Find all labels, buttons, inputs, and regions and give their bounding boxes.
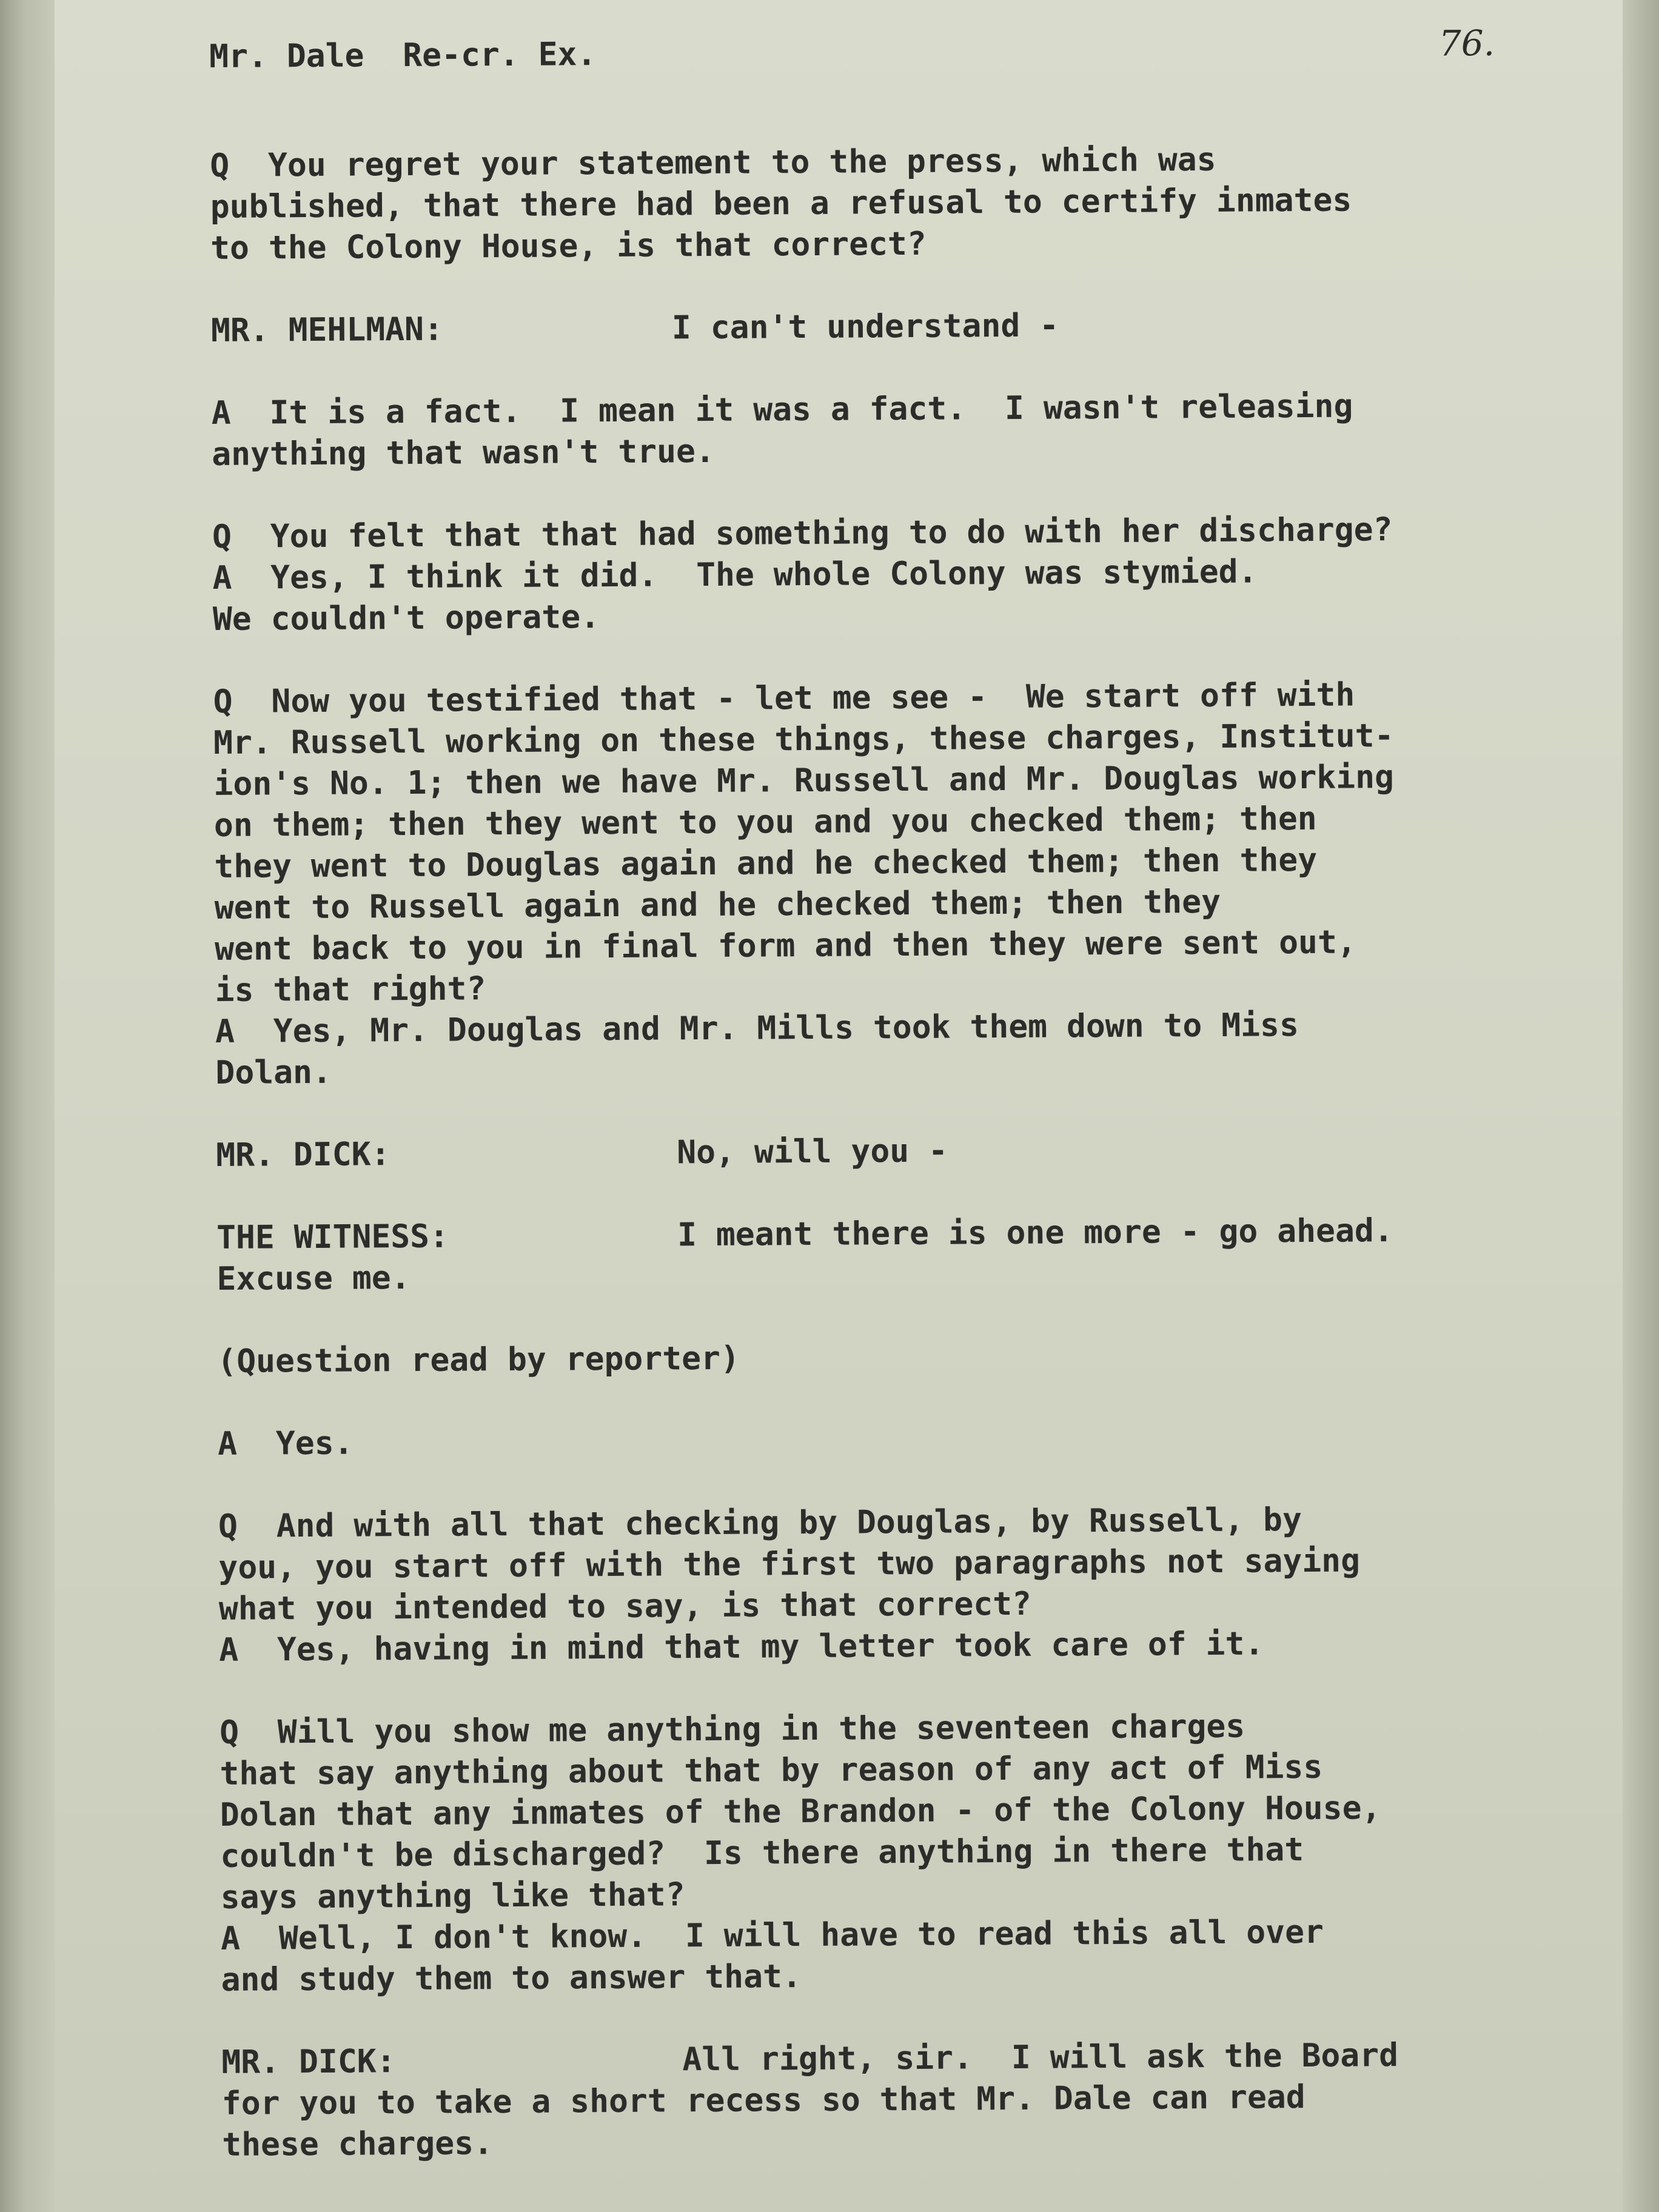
statement-continuation: these charges. bbox=[222, 2125, 494, 2163]
speaker-block bbox=[221, 2034, 1574, 2166]
speaker-line bbox=[216, 1209, 1569, 1259]
binding-edge bbox=[0, 0, 55, 2212]
page-number: 76. bbox=[1438, 22, 1495, 64]
transcript-line: they went to Douglas again and he checked them; then they bbox=[214, 841, 1318, 885]
speaker-name: THE WITNESS: bbox=[216, 1218, 449, 1256]
transcript-line: Q You felt that that had something to do with her discharge? bbox=[212, 511, 1393, 555]
transcript-line: anything that wasn't true. bbox=[212, 432, 716, 473]
transcript-line: Dolan that any inmates of the Brandon - of the Colony House, bbox=[220, 1789, 1381, 1834]
transcript-line: We couldn't operate. bbox=[212, 598, 600, 638]
transcript-line: went back to you in final form and then they were sent out, bbox=[215, 923, 1356, 968]
statement-continuation: Excuse me. bbox=[216, 1259, 411, 1298]
page-header bbox=[209, 22, 1561, 85]
transcript-line: Mr. Russell working on these things, these charges, Institut- bbox=[213, 717, 1394, 762]
speaker-statement: I can't understand - bbox=[671, 307, 1059, 347]
transcript-line: is that right? bbox=[215, 970, 486, 1009]
transcript-line: couldn't be discharged? Is there anything in there that bbox=[220, 1831, 1304, 1875]
speaker-line bbox=[221, 2034, 1574, 2083]
speaker-statement: No, will you - bbox=[677, 1132, 948, 1171]
transcript-line: A Yes. bbox=[217, 1424, 354, 1463]
testimony-paragraph bbox=[220, 1704, 1574, 2001]
testimony-paragraph bbox=[212, 508, 1565, 640]
speaker-block bbox=[216, 1209, 1569, 1300]
transcript-line: on them; then they went to you and you checked them; then bbox=[213, 800, 1317, 844]
speaker-statement: I meant there is one more - go ahead. bbox=[677, 1212, 1393, 1254]
transcript-line: Q Now you testified that - let me see - We start off with bbox=[213, 676, 1355, 720]
speaker-name: MR. DICK: bbox=[216, 1136, 390, 1174]
testimony-paragraph bbox=[213, 673, 1567, 1094]
page-edge-shadow bbox=[1623, 0, 1659, 2212]
transcript-line: that say anything about that by reason of any act of Miss bbox=[220, 1748, 1323, 1792]
transcript-line: went to Russell again and he checked them; then they bbox=[214, 883, 1221, 927]
examination-heading: Mr. Dale Re-cr. Ex. bbox=[209, 36, 597, 75]
transcript-line: Q And with all that checking by Douglas, by Russell, by bbox=[218, 1501, 1302, 1545]
transcript-line: what you intended to say, is that correct? bbox=[218, 1585, 1032, 1627]
transcript-line: Q You regret your statement to the press, which was bbox=[210, 141, 1216, 184]
speaker-statement: All right, sir. I will ask the Board bbox=[682, 2037, 1399, 2079]
transcript-line: and study them to answer that. bbox=[221, 1958, 802, 1999]
transcript-line: you, you start off with the first two paragraphs not saying bbox=[218, 1542, 1361, 1586]
transcript-line: A Well, I don't know. I will have to read this all over bbox=[220, 1913, 1324, 1957]
transcript-line: A Yes, Mr. Douglas and Mr. Mills took them down to Miss bbox=[215, 1007, 1299, 1050]
testimony-paragraph bbox=[210, 137, 1563, 269]
speaker-name: MR. MEHLMAN: bbox=[210, 310, 444, 349]
transcript-line: Q Will you show me anything in the seventeen charges bbox=[219, 1708, 1245, 1751]
transcript-line: published, that there had been a refusal to certify inmates bbox=[210, 181, 1352, 226]
transcript-line: A Yes, I think it did. The whole Colony was stymied. bbox=[212, 553, 1258, 597]
statement-continuation: for you to take a short recess so that Mr. Dale can read bbox=[221, 2079, 1305, 2122]
transcript-body bbox=[209, 22, 1574, 2166]
speaker-name: MR. DICK: bbox=[221, 2043, 396, 2081]
transcript-line: says anything like that? bbox=[220, 1876, 685, 1916]
testimony-blocks bbox=[210, 137, 1574, 2166]
transcript-line: to the Colony House, is that correct? bbox=[210, 225, 927, 267]
transcript-line: (Question read by reporter) bbox=[217, 1339, 740, 1380]
transcript-line: Dolan. bbox=[215, 1053, 332, 1091]
testimony-paragraph bbox=[218, 1498, 1572, 1671]
transcript-line: A It is a fact. I mean it was a fact. I wasn't releasing bbox=[211, 387, 1353, 432]
transcript-line: ion's No. 1; then we have Mr. Russell and Mr. Douglas working bbox=[213, 759, 1395, 803]
transcript-line: A Yes, having in mind that my letter took care of it. bbox=[219, 1625, 1264, 1669]
testimony-paragraph bbox=[212, 384, 1564, 475]
